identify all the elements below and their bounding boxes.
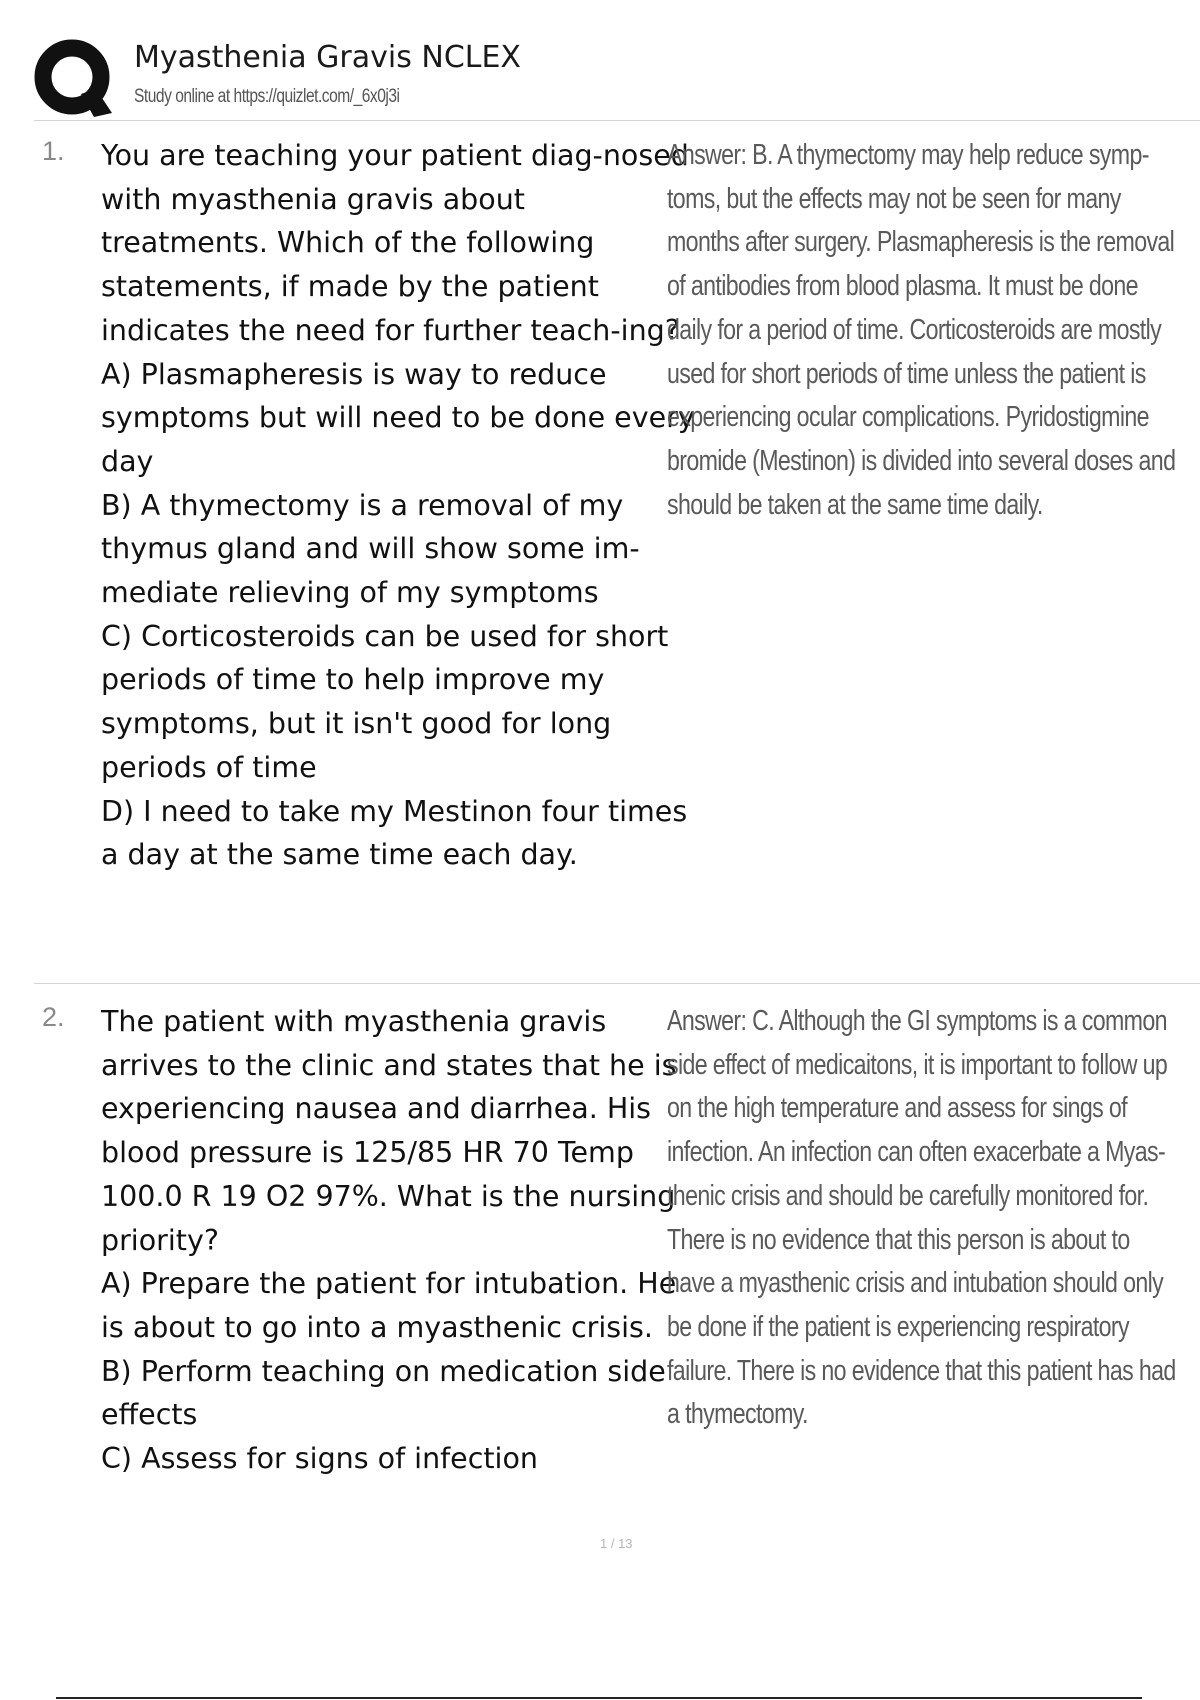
question-text: You are teaching your patient diag-nosed with myasthenia gravis about treatments. Which of the following statements, if made by the patient indicates the need for further teach-ing? bbox=[101, 139, 689, 347]
card-question bbox=[101, 1000, 697, 1481]
option-b: B) Perform teaching on medication side effects bbox=[101, 1354, 666, 1432]
card-number: 2. bbox=[42, 1002, 65, 1032]
header-divider bbox=[34, 120, 1200, 121]
quizlet-q-logo-icon bbox=[34, 39, 114, 119]
page-number: 1 / 13 bbox=[600, 1536, 633, 1551]
page-title: Myasthenia Gravis NCLEX bbox=[134, 40, 521, 75]
option-a: A) Prepare the patient for intubation. He is about to go into a myasthenic crisis. bbox=[101, 1267, 677, 1344]
card-divider bbox=[34, 983, 1200, 984]
option-d: D) I need to take my Mestinon four times a day at the same time each day. bbox=[101, 794, 688, 872]
study-online-link[interactable]: Study online at https://quizlet.com/_6x0j3i bbox=[134, 86, 400, 107]
option-c: C) Assess for signs of infection bbox=[101, 1442, 538, 1476]
card-question bbox=[101, 134, 697, 877]
option-b: B) A thymectomy is a removal of my thymus gland and will show some im-mediate relieving of my symptoms bbox=[101, 488, 640, 610]
question-text: The patient with myasthenia gravis arrives to the clinic and states that he is experiencing nausea and diarrhea. His blood pressure is 125/85 HR 70 Temp 100.0 R 19 O2 97%. What is the nursing priority? bbox=[101, 1005, 677, 1257]
card-number: 1. bbox=[42, 136, 65, 166]
card-answer: Answer: C. Although the GI symptoms is a common side effect of medicaitons, it is important to follow up on the high temperature and assess for sings of infection. An infection can often exacerbate a Myas-thenic crisis and should be carefully monitored for. There is no evidence that this person is about to have a myasthenic crisis and intubation should only be done if the patient is experiencing respiratory failure. There is no evidence that this patient has had a thymectomy. bbox=[667, 1005, 1176, 1431]
card-answer: Answer: B. A thymectomy may help reduce symp-toms, but the effects may not be seen for many months after surgery. Plasmapheresis is the removal of antibodies from blood plasma. It must be done daily for a period of time. Corticosteroids are mostly used for short periods of time unless the patient is experiencing ocular complications. Pyridostigmine bromide (Mestinon) is divided into several doses and should be taken at the same time daily. bbox=[667, 139, 1176, 521]
document-header bbox=[34, 36, 1200, 120]
option-c: C) Corticosteroids can be used for short periods of time to help improve my symptoms, but it isn't good for long periods of time bbox=[101, 619, 669, 784]
option-a: A) Plasmapheresis is way to reduce symptoms but will need to be done every day bbox=[101, 357, 695, 478]
page-bottom-divider bbox=[56, 1697, 1142, 1699]
